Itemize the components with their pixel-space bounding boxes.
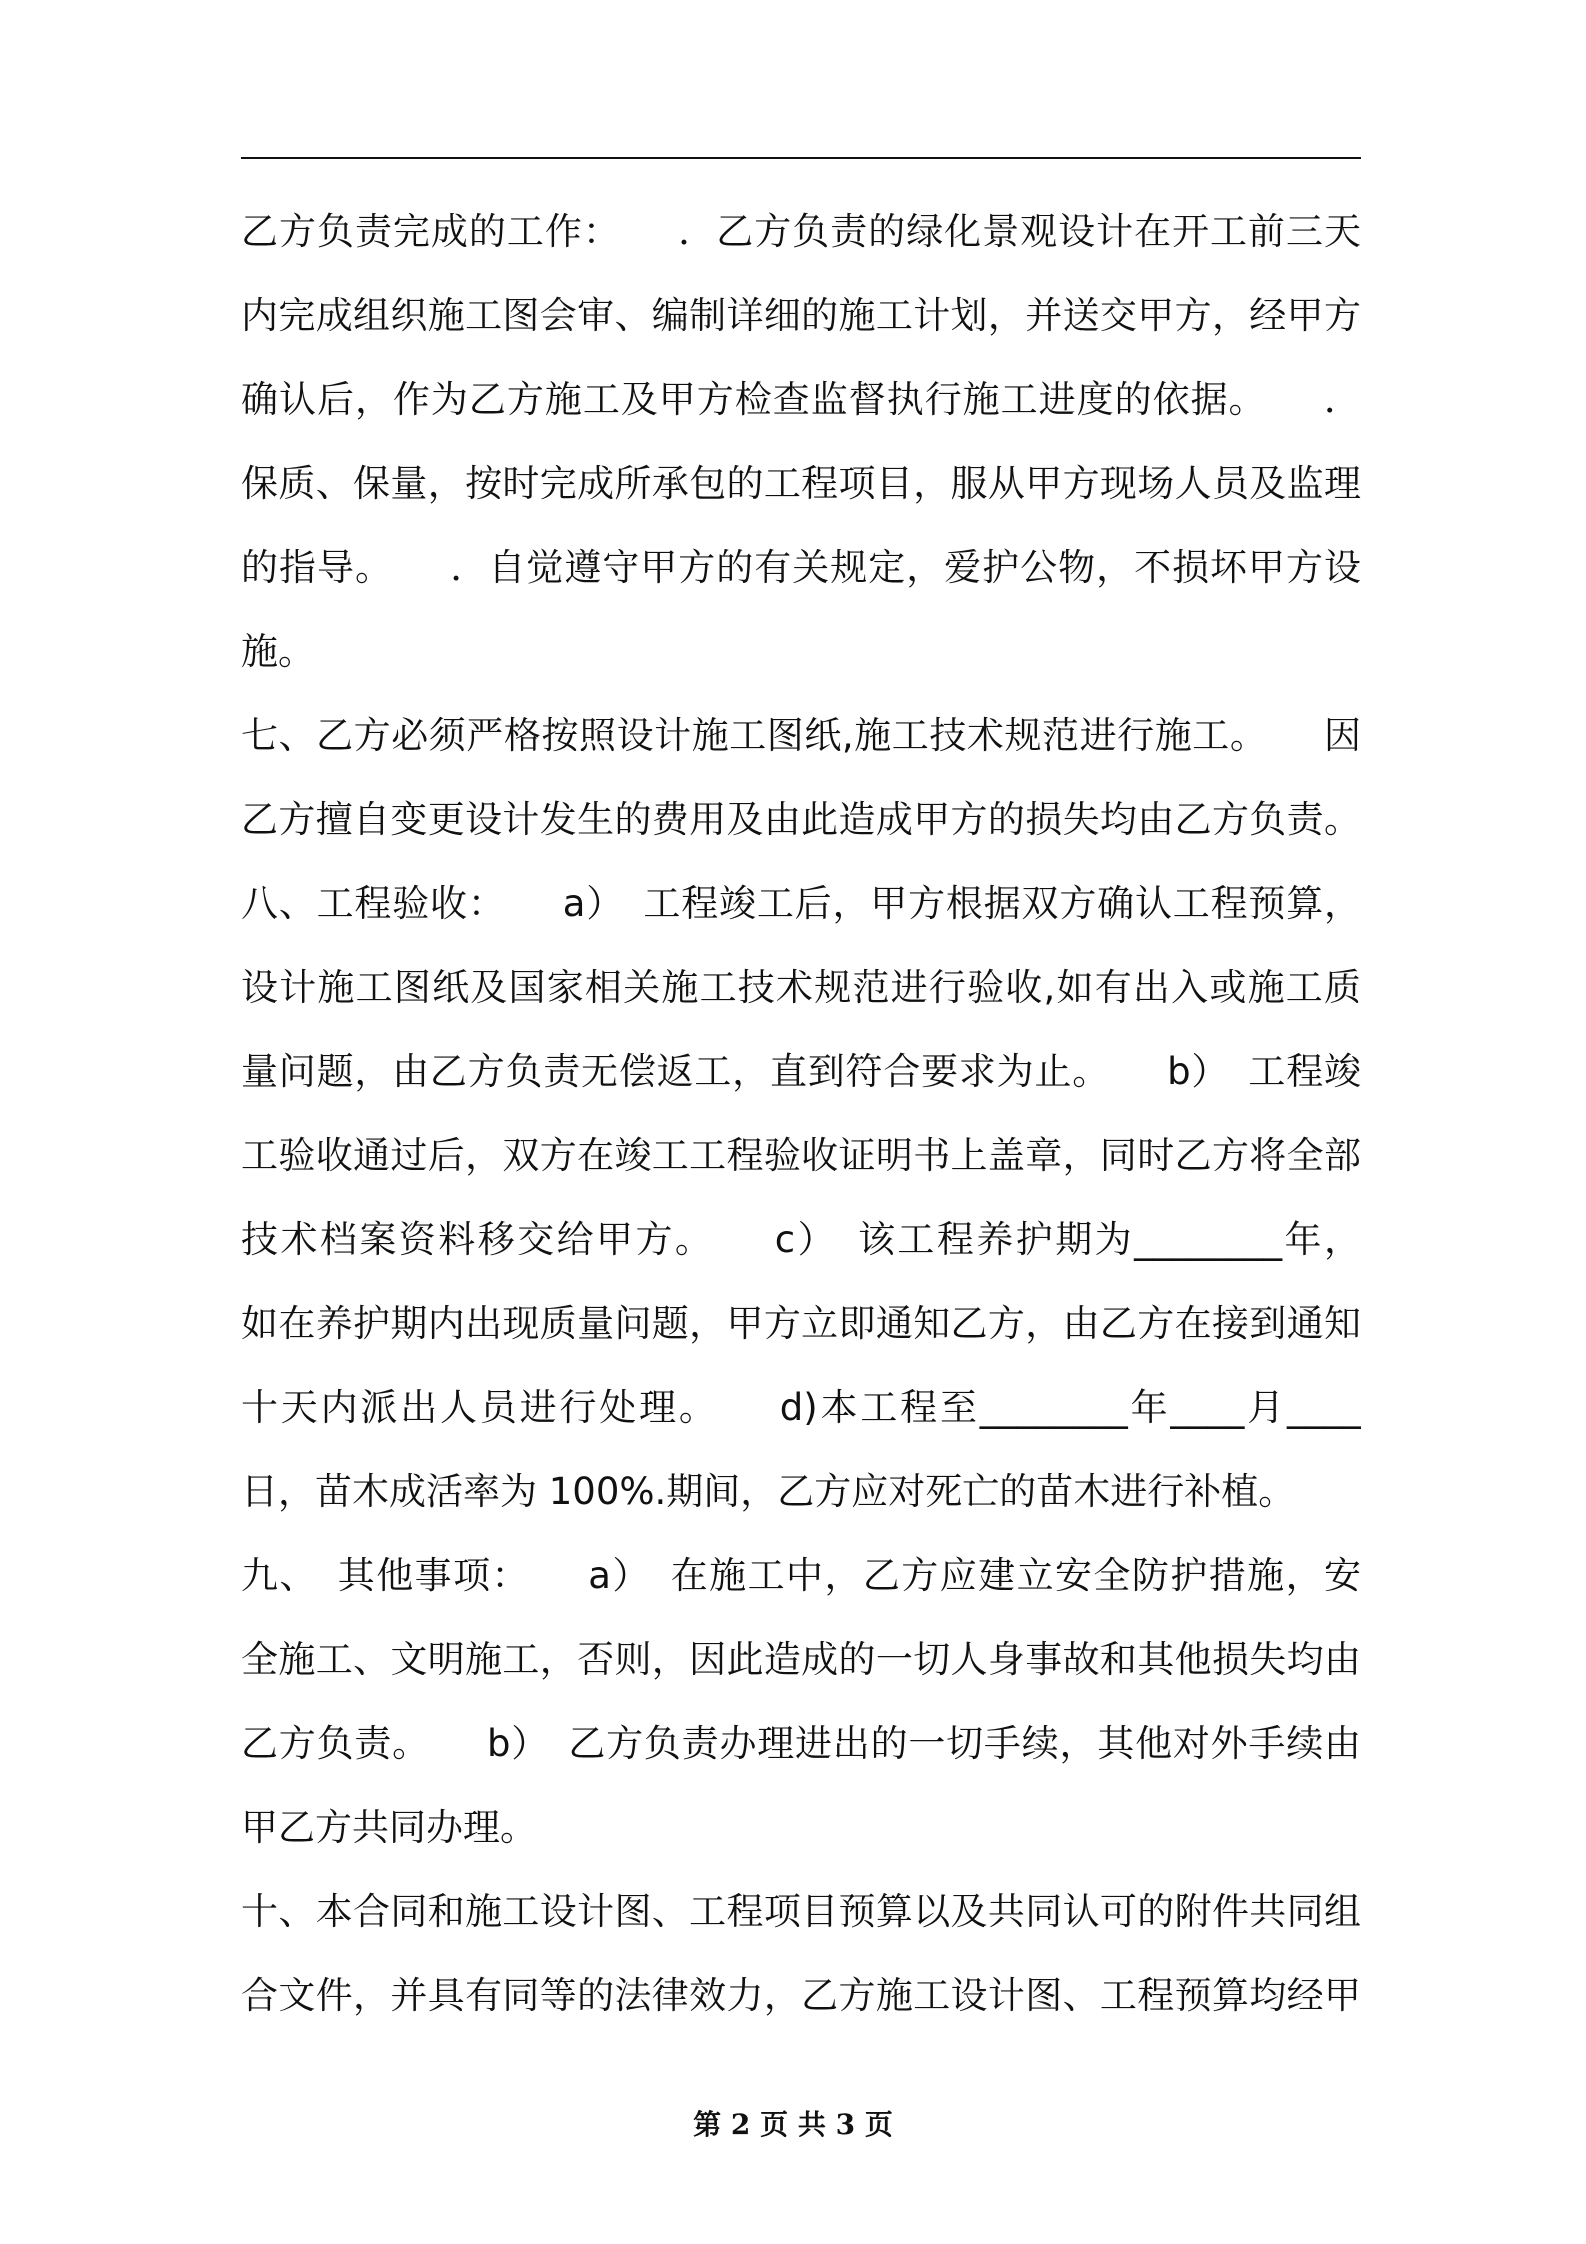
text-line: 合文件，并具有同等的法律效力，乙方施工设计图、工程预算均经甲 (241, 1974, 1361, 2017)
text-line: 十天内派出人员进行处理。 d)本工程至________年____月____ (241, 1386, 1361, 1429)
text-line: 七、乙方必须严格按照设计施工图纸,施工技术规范进行施工。 因 (241, 714, 1361, 757)
text-line: 乙方负责。 b） 乙方负责办理进出的一切手续，其他对外手续由 (241, 1722, 1361, 1765)
text-line: 乙方负责完成的工作： ．乙方负责的绿化景观设计在开工前三天 (241, 210, 1361, 253)
text-line: 工验收通过后，双方在竣工工程验收证明书上盖章，同时乙方将全部 (241, 1134, 1361, 1177)
text-line: 十、本合同和施工设计图、工程项目预算以及共同认可的附件共同组 (241, 1890, 1361, 1933)
text-line: 设计施工图纸及国家相关施工技术规范进行验收,如有出入或施工质 (241, 966, 1361, 1009)
text-line: 技术档案资料移交给甲方。 c） 该工程养护期为________年， (241, 1218, 1361, 1261)
text-line: 日，苗木成活率为 100%.期间，乙方应对死亡的苗木进行补植。 (241, 1470, 1296, 1513)
text-line: 内完成组织施工图会审、编制详细的施工计划，并送交甲方，经甲方 (241, 294, 1361, 337)
text-line: 确认后，作为乙方施工及甲方检查监督执行施工进度的依据。 ． (241, 378, 1361, 421)
text-line: 九、 其他事项： a） 在施工中，乙方应建立安全防护措施，安 (241, 1554, 1361, 1597)
text-line: 施。 (241, 630, 315, 673)
text-line: 量问题，由乙方负责无偿返工，直到符合要求为止。 b） 工程竣 (241, 1050, 1361, 1093)
contract-body (241, 190, 1361, 2038)
text-line: 全施工、文明施工，否则，因此造成的一切人身事故和其他损失均由 (241, 1638, 1361, 1681)
page-number: 第 2 页 共 3 页 (693, 2108, 893, 2141)
text-line: 的指导。 ．自觉遵守甲方的有关规定，爱护公物，不损坏甲方设 (241, 546, 1361, 589)
text-line: 如在养护期内出现质量问题，甲方立即通知乙方，由乙方在接到通知 (241, 1302, 1361, 1345)
header-divider (241, 157, 1361, 159)
text-line: 乙方擅自变更设计发生的费用及由此造成甲方的损失均由乙方负责。 (241, 798, 1361, 841)
text-line: 八、工程验收： a） 工程竣工后，甲方根据双方确认工程预算， (241, 882, 1361, 925)
text-line: 甲乙方共同办理。 (241, 1806, 537, 1849)
text-line: 保质、保量，按时完成所承包的工程项目，服从甲方现场人员及监理 (241, 462, 1361, 505)
